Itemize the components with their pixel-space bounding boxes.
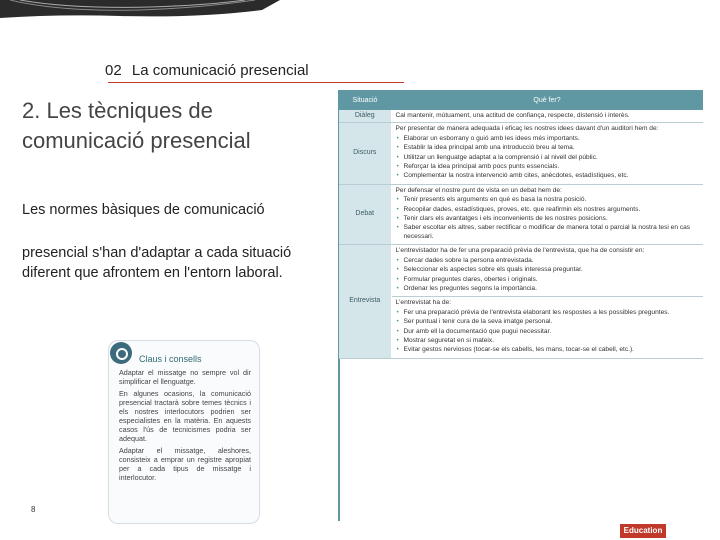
- description-list-item: • Elaborar un esborrany o guió amb les idees més importants.: [404, 135, 700, 143]
- publisher-logo: Education: [620, 524, 666, 538]
- description-list-item: • Recopilar dades, estadístiques, proves, etc. que reafirmin els nostres arguments.: [404, 206, 700, 214]
- description-list-item: • Establir la idea principal amb una introducció breu al tema.: [404, 144, 700, 152]
- chapter-divider: [108, 82, 404, 83]
- body-text: [22, 200, 340, 284]
- description-intro: Per presentar de manera adequada i eficaç les nostres idees davant d'un auditori hem de:: [395, 125, 659, 133]
- description-list-item: • Saber escoltar els altres, saber rectificar o modificar de manera total o parcial la nostra tesi en cas necessari.: [404, 224, 700, 241]
- description-cell: [391, 297, 703, 358]
- description-list: [396, 309, 700, 355]
- header-situation: Situació: [339, 90, 391, 110]
- tips-text: [119, 368, 251, 485]
- description-intro: L'entrevistador ha de fer una preparació prèvia de l'entrevista, que ha de consistir en:: [395, 247, 645, 255]
- description-intro: Cal mantenir, mútuament, una actitud de confiança, respecte, distensió i interès.: [395, 112, 630, 119]
- table-row: [339, 297, 703, 358]
- description-list: [396, 196, 700, 241]
- description-list-item: • Tenir clars els avantatges i els inconvenients de les nostres posicions.: [404, 215, 700, 223]
- table-header-row: [339, 90, 703, 110]
- description-list-item: • Ordenar les preguntes segons la importància.: [404, 285, 700, 293]
- description-list-item: • Cercar dades sobre la persona entrevistada.: [404, 257, 700, 265]
- description-list: [396, 257, 700, 294]
- table-body: [339, 110, 703, 358]
- description-list-item: • Ser puntual i tenir cura de la seva imatge personal.: [404, 318, 700, 326]
- description-list-item: • Fer una preparació prèvia de l'entrevista elaborant les respostes a les possibles preguntes.: [404, 309, 700, 317]
- table-row: [339, 245, 703, 297]
- tip-paragraph: En algunes ocasions, la comunicació presencial tractarà sobre temes tècnics i els nostres interlocutors podrien ser especialistes en la matèria. En aquests casos l'ús de tecnicismes podria ser adequat.: [119, 389, 251, 443]
- table-row: [339, 110, 703, 123]
- situations-table-wrapper: [339, 90, 703, 521]
- description-list-item: • Formular preguntes clares, obertes i originals.: [404, 276, 700, 284]
- section-title: 2. Les tècniques de comunicació presencial: [22, 98, 251, 153]
- description-list: [396, 135, 700, 181]
- description-list-item: • Seleccionar els aspectes sobre els quals interessa preguntar.: [404, 266, 700, 274]
- situation-cell: Diàleg: [339, 110, 391, 123]
- description-list-item: • Evitar gestos nerviosos (tocar-se els cabells, les mans, tocar-se el cabell, etc.).: [404, 346, 700, 354]
- header-what-to-do: Què fer?: [391, 90, 703, 110]
- page-number: 8: [31, 505, 36, 514]
- description-cell: [391, 245, 703, 297]
- chapter-title: La comunicació presencial: [131, 62, 309, 79]
- situation-cell: Discurs: [339, 123, 391, 184]
- description-intro: Per defensar el nostre punt de vista en un debat hem de:: [395, 186, 562, 194]
- description-list-item: • Tenir presents els arguments en què es basa la nostra posició.: [404, 196, 700, 204]
- table-row: [339, 184, 703, 244]
- situation-cell: Debat: [339, 184, 391, 244]
- description-cell: [391, 184, 703, 244]
- tip-paragraph: Adaptar el missatge, aleshores, consisteix a emprar un registre apropiat per a cada tipus de missatge i interlocutor.: [119, 446, 251, 482]
- situations-table: [339, 90, 703, 359]
- body-paragraph-1: Les normes bàsiques de comunicació: [22, 202, 265, 218]
- description-cell: [391, 123, 703, 184]
- description-list-item: • Reforçar la idea principal amb pocs punts essencials.: [404, 163, 700, 171]
- body-paragraph-2: presencial s'han d'adaptar a cada situació diferent que afrontem en l'entorn laboral.: [22, 244, 292, 281]
- chapter-number: 02: [105, 62, 122, 79]
- tips-title: Claus i consells: [139, 354, 202, 364]
- decorative-corner-art: [0, 0, 280, 20]
- description-list-item: • Dur amb ell la documentació que pugui necessitar.: [404, 328, 700, 336]
- description-list-item: • Mostrar seguretat en si mateix.: [404, 337, 700, 345]
- description-list-item: • Complementar la nostra intervenció amb cites, anècdotes, estadístiques, etc.: [404, 172, 700, 180]
- description-cell: [391, 110, 703, 123]
- description-list-item: • Utilitzar un llenguatge adaptat a la comprensió i al nivell del públic.: [404, 154, 700, 162]
- description-intro: L'entrevistat ha de:: [395, 299, 452, 307]
- situation-cell: Entrevista: [339, 245, 391, 358]
- magnifier-icon: [110, 342, 132, 364]
- tips-box: [108, 340, 260, 524]
- tip-paragraph: Adaptar el missatge no sempre vol dir simplificar el llenguatge.: [119, 368, 251, 386]
- table-row: [339, 123, 703, 184]
- chapter-heading: [105, 62, 309, 79]
